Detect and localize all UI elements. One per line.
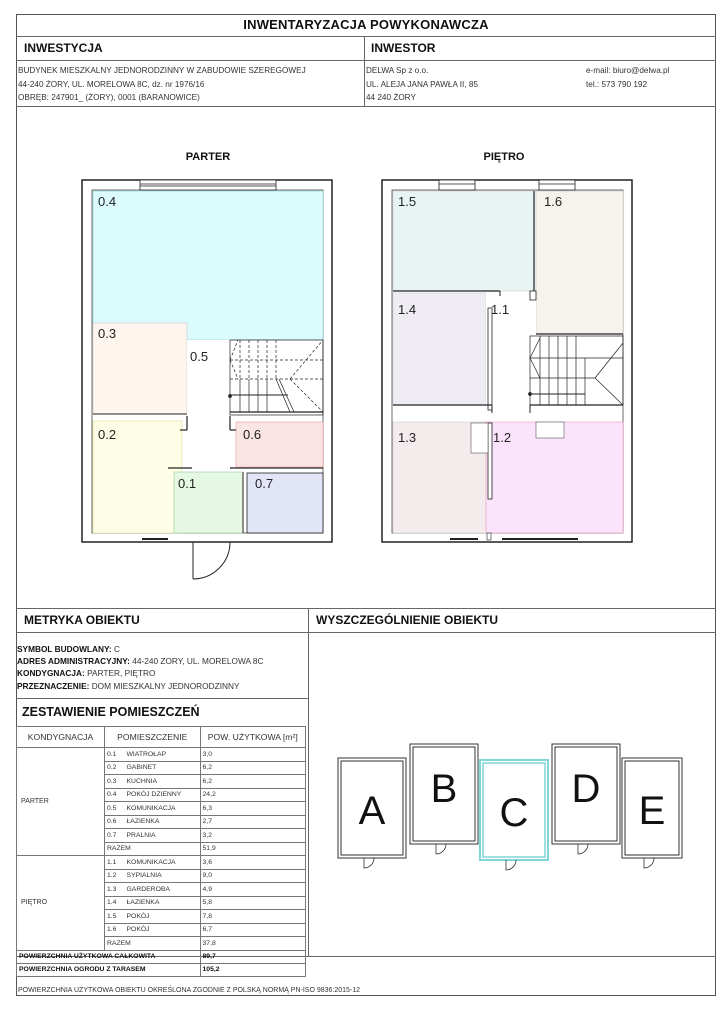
room-area: 2,7 <box>200 815 305 829</box>
entrance-door <box>193 542 230 579</box>
summary-row <box>17 950 306 963</box>
segment-letter: B <box>430 767 458 811</box>
room-number: 1.5 <box>105 910 125 924</box>
summary-value: 89,7 <box>200 950 305 963</box>
room-number: 0.6 <box>105 815 125 829</box>
room-area: 9,0 <box>200 869 305 883</box>
room-number: 0.7 <box>105 829 125 843</box>
total-label: RAZEM <box>105 937 201 951</box>
floor-name: PARTER <box>17 748 105 856</box>
summary-row <box>17 963 306 976</box>
divider <box>308 608 309 956</box>
room-number: 1.2 <box>105 869 125 883</box>
table-row <box>17 748 306 762</box>
investment-line: OBRĘB: 247901_ (ŻORY), 0001 (BARANOWICE) <box>18 93 200 102</box>
room-1-6 <box>536 191 623 334</box>
room-area: 5,8 <box>200 896 305 910</box>
room-area: 3,2 <box>200 829 305 843</box>
door-icon <box>578 844 588 854</box>
window <box>439 180 475 190</box>
room-label: 0.5 <box>190 349 209 364</box>
segment-a <box>338 758 406 868</box>
room-name: PRALNIA <box>125 829 201 843</box>
detail-header: WYSZCZEGÓLNIENIE OBIEKTU <box>316 613 499 627</box>
room-label: 0.4 <box>98 194 117 209</box>
segment-diagram <box>330 738 700 878</box>
segment-e <box>622 758 682 868</box>
room-name: KOMUNIKACJA <box>125 802 201 816</box>
room-label: 1.5 <box>398 194 417 209</box>
summary-label: POWIERZCHNIA UŻYTKOWA CAŁKOWITA <box>17 950 201 963</box>
divider <box>16 106 716 107</box>
room-number: 1.6 <box>105 923 125 937</box>
segment-letter: A <box>358 789 386 833</box>
room-name: ŁAZIENKA <box>125 896 201 910</box>
total-value: 51,9 <box>200 842 305 856</box>
window <box>539 180 575 190</box>
room-name: GABINET <box>125 761 201 775</box>
room-name: SYPIALNIA <box>125 869 201 883</box>
column-header: POMIESZCZENIE <box>105 727 201 748</box>
room-area: 6,3 <box>200 802 305 816</box>
footer-note: POWIERZCHNIA UŻYTKOWA OBIEKTU OKREŚLONA ZGODNIE Z POLSKĄ NORMĄ PN-ISO 9836:2015-12 <box>18 987 361 994</box>
floor-name: PIĘTRO <box>17 856 105 951</box>
document-title: INWENTARYZACJA POWYKONAWCZA <box>243 17 489 32</box>
room-number: 0.3 <box>105 775 125 789</box>
door-icon <box>364 858 374 868</box>
room-area: 7,8 <box>200 910 305 924</box>
room-area: 6,7 <box>200 923 305 937</box>
room-number: 1.3 <box>105 883 125 897</box>
room-number: 0.4 <box>105 788 125 802</box>
room-label: 0.1 <box>178 476 197 491</box>
upper-floor-title: PIĘTRO <box>483 151 525 163</box>
segment-letter: E <box>638 789 666 833</box>
room-label: 0.2 <box>98 427 117 442</box>
column-header: KONDYGNACJA <box>17 727 105 748</box>
room-label: 1.3 <box>398 430 417 445</box>
room-area: 3,0 <box>200 748 305 762</box>
room-label: 1.1 <box>491 302 510 317</box>
segment-b <box>410 744 478 854</box>
total-value: 37,8 <box>200 937 305 951</box>
room-number: 0.5 <box>105 802 125 816</box>
investment-header: INWESTYCJA <box>24 41 103 55</box>
room-name: KUCHNIA <box>125 775 201 789</box>
segment-d <box>552 744 620 854</box>
room-name: GARDEROBA <box>125 883 201 897</box>
segment-letter: D <box>571 767 601 811</box>
divider <box>16 60 716 61</box>
door-icon <box>644 858 654 868</box>
room-0-4 <box>93 191 323 340</box>
rooms-table <box>16 726 306 977</box>
room-area: 3,6 <box>200 856 305 870</box>
room-label: 0.3 <box>98 326 117 341</box>
room-name: ŁAZIENKA <box>125 815 201 829</box>
room-label: 1.2 <box>493 430 512 445</box>
room-area: 6,2 <box>200 775 305 789</box>
room-number: 1.1 <box>105 856 125 870</box>
window <box>140 180 276 190</box>
room-area: 4,9 <box>200 883 305 897</box>
room-number: 0.1 <box>105 748 125 762</box>
metryka-floors: KONDYGNACJA: PARTER, PIĘTRO <box>17 668 156 678</box>
room-label: 1.6 <box>544 194 563 209</box>
ground-floor-title: PARTER <box>185 151 231 163</box>
room-area: 6,2 <box>200 761 305 775</box>
room-number: 1.4 <box>105 896 125 910</box>
total-label: RAZEM <box>105 842 201 856</box>
investment-line: 44-240 ŻORY, UL. MORELOWA 8C, dz. nr 1976/16 <box>18 80 205 89</box>
metryka-symbol: SYMBOL BUDOWLANY: C <box>17 644 120 654</box>
investor-city: 44 240 ŻORY <box>366 93 416 102</box>
room-name: POKÓJ <box>125 910 201 924</box>
summary-label: POWIERZCHNIA OGRODU Z TARASEM <box>17 963 201 976</box>
metryka-address: ADRES ADMINISTRACYJNY: 44-240 ZORY, UL. MORELOWA 8C <box>17 656 264 666</box>
investor-street: UL. ALEJA JANA PAWŁA II, 85 <box>366 80 478 89</box>
metryka-header: METRYKA OBIEKTU <box>24 613 140 627</box>
divider <box>16 698 308 699</box>
investor-phone: tel.: 573 790 192 <box>586 80 648 89</box>
investor-header: INWESTOR <box>371 41 436 55</box>
column-header: POW. UŻYTKOWA [m²] <box>200 727 305 748</box>
room-name: KOMUNIKACJA <box>125 856 201 870</box>
rooms-table-header: ZESTAWIENIE POMIESZCZEŃ <box>22 705 200 719</box>
divider <box>16 632 716 633</box>
door-icon <box>506 860 516 870</box>
upper-floor-plan <box>380 176 640 556</box>
room-label: 0.6 <box>243 427 262 442</box>
room-label: 1.4 <box>398 302 417 317</box>
room-name: POKÓJ DZIENNY <box>125 788 201 802</box>
room-label: 0.7 <box>255 476 274 491</box>
investor-email: e-mail: biuro@delwa.pl <box>586 66 670 75</box>
summary-value: 105,2 <box>200 963 305 976</box>
investment-line: BUDYNEK MIESZKALNY JEDNORODZINNY W ZABUDOWIE SZEREGOWEJ <box>18 66 306 75</box>
room-name: WIATROŁAP <box>125 748 201 762</box>
divider <box>364 36 365 106</box>
door-icon <box>436 844 446 854</box>
room-name: POKÓJ <box>125 923 201 937</box>
room-area: 24,2 <box>200 788 305 802</box>
segment-letter: C <box>499 791 529 835</box>
segment-c <box>480 760 548 870</box>
metryka-purpose: PRZEZNACZENIE: DOM MIESZKALNY JEDNORODZINNY <box>17 681 240 691</box>
investor-name: DELWA Sp z o.o. <box>366 66 429 75</box>
ground-floor-plan <box>80 176 340 586</box>
divider <box>16 36 716 37</box>
room-number: 0.2 <box>105 761 125 775</box>
table-row <box>17 856 306 870</box>
